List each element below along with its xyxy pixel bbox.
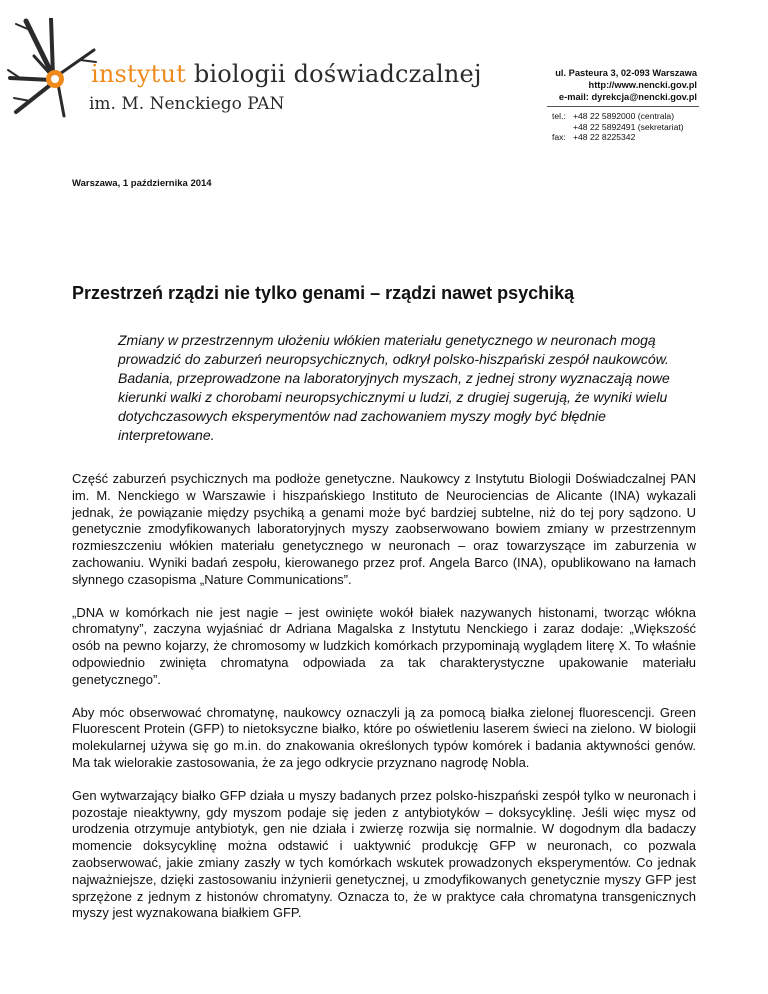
phone-row bbox=[552, 122, 684, 133]
address: ul. Pasteura 3, 02-093 Warszawa bbox=[555, 68, 697, 78]
document-body bbox=[72, 471, 696, 938]
contact-block bbox=[555, 67, 697, 103]
phone-value: +48 22 5892000 (centrala) bbox=[573, 111, 675, 121]
phone-row bbox=[552, 132, 684, 143]
lead-paragraph: Zmiany w przestrzennym ułożeniu włókien materiału genetycznego w neuronach mogą prowadzić do zaburzeń neuropsychicznych, odkrył polsko-hiszpański zespół naukowców. Badania, przeprowadzone na laboratoryjnych myszach, z jednej strony wyznaczają nowe kierunki walki z chorobami neuropsychicznymi u ludzi, z drugiej sugerują, że wyniki wielu dotychczasowych eksperymentów nad zachowaniem myszy mogły być błędnie interpretowane. bbox=[118, 332, 670, 443]
logo-subtitle: im. M. Nenckiego PAN bbox=[89, 94, 285, 114]
phone-value: +48 22 5892491 (sekretariat) bbox=[573, 121, 684, 132]
phone-label bbox=[552, 122, 573, 133]
website-link[interactable]: http://www.nencki.gov.pl bbox=[588, 80, 697, 90]
body-paragraph: Gen wytwarzający białko GFP działa u myszy badanych przez polsko-hiszpański zespół tylko w neuronach i pozostaje nieaktywny, gdy myszom podaje się jeden z antybiotyków – doksycyklinę. Jeśli więc mysz od urodzenia otrzymuje antybiotyk, gen nie działa i zwierzę rozwija się normalnie. W dogodnym dla badaczy momencie doksycyklinę można odstawić i uaktywnić produkcję GFP w neuronach, co pozwala zaobserwować, jakie zmiany zaszły w tych komórkach wskutek prowadzonych eksperymentów. Co jednak najważniejsze, dzięki zastosowaniu inżynierii genetycznej, u zmodyfikowanych genetycznie myszy GFP jest sprzężone z jednym z histonów chromatyny. Oznacza to, że w praktyce cała chromatyna transgenicznych myszy jest wyznakowana białkiem GFP. bbox=[72, 787, 696, 921]
fax-label: fax: bbox=[552, 132, 566, 143]
logo-word-biologii: biologii doświadczalnej bbox=[193, 60, 482, 88]
phone-list bbox=[552, 111, 684, 143]
fax-value: +48 22 8225342 bbox=[573, 132, 636, 143]
email-link[interactable]: e-mail: dyrekcja@nencki.gov.pl bbox=[558, 92, 697, 102]
neuron-logo-icon bbox=[6, 18, 101, 118]
phone-row bbox=[552, 111, 684, 122]
body-paragraph: „DNA w komórkach nie jest nagie – jest owinięte wokół białek nazywanych histonami, tworząc włókna chromatyny”, zaczyna wyjaśniać dr Adriana Magalska z Instytutu Nenckiego i zaraz dodaje: „Większość osób na pewno kojarzy, że chromosomy w ludzkich komórkach przypominają wyglądem literę X. To właśnie odpowiednio zwinięta chromatyna odpowiada za tak charakterystyczne upakowanie materiału genetycznego”. bbox=[72, 604, 696, 687]
document-title: Przestrzeń rządzi nie tylko genami – rządzi nawet psychiką bbox=[72, 283, 575, 303]
document-date: Warszawa, 1 października 2014 bbox=[72, 178, 212, 189]
body-paragraph: Aby móc obserwować chromatynę, naukowcy oznaczyli ją za pomocą białka zielonej fluorescencji. Green Fluorescent Protein (GFP) to nietoksyczne białko, które po oświetleniu laserem świeci na zielono. W biologii molekularnej używa się go m.in. do znakowania określonych typów komórek i badania aktywności genów. Ma tak wielorakie zastosowania, że za jego odkrycie przyznano nagrodę Nobla. bbox=[72, 704, 696, 770]
logo-word-instytut: instytut bbox=[91, 60, 186, 88]
phone-label: tel.: bbox=[552, 111, 566, 121]
institute-logo bbox=[0, 0, 482, 130]
body-paragraph: Część zaburzeń psychicznych ma podłoże genetyczne. Naukowcy z Instytutu Biologii Doświadczalnej PAN im. M. Nenckiego w Warszawie i hiszpańskiego Instituto de Neurociencias de Alicante (INA) wykazali jednak, że powiązanie między psychiką a genami może być bardziej subtelne, niż do tej pory sądzono. U genetycznie zmodyfikowanych laboratoryjnych myszy zaobserwowano bowiem zmiany w przestrzennym rozmieszczeniu włókien materiału genetycznego w neuronach – oraz towarzyszące im zaburzenia w zachowaniu. Wyniki badań zespołu, kierowanego przez prof. Angela Barco (INA), opublikowano na łamach słynnego czasopisma „Nature Communications”. bbox=[72, 471, 696, 587]
header-divider bbox=[547, 106, 699, 107]
logo-wordmark bbox=[91, 60, 482, 88]
